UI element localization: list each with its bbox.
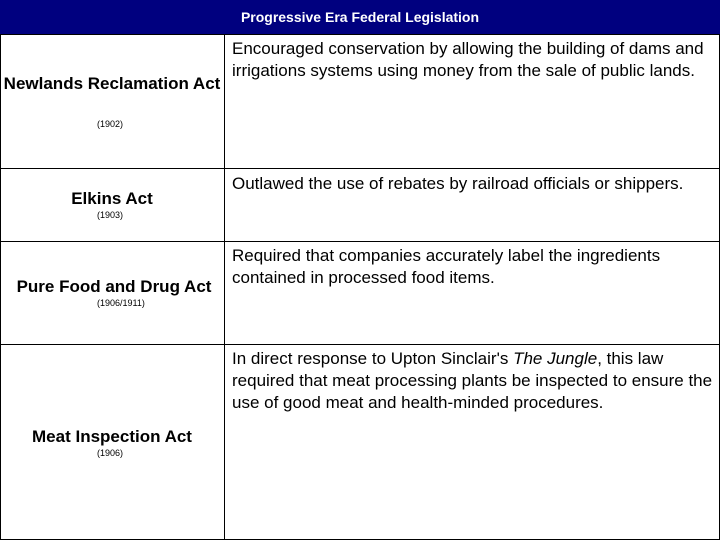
act-description bbox=[232, 348, 714, 414]
row-divider bbox=[0, 344, 720, 345]
description-text: In direct response to Upton Sinclair's bbox=[232, 349, 514, 368]
act-name: Pure Food and Drug Act bbox=[16, 277, 212, 296]
act-name: Elkins Act bbox=[71, 189, 153, 208]
row-divider bbox=[0, 241, 720, 242]
act-name: Meat Inspection Act bbox=[32, 427, 192, 446]
description-text: , this law required that meat processing plants be inspected to ensure the use of good meat and health-minded procedures. bbox=[232, 349, 713, 412]
table-title: Progressive Era Federal Legislation bbox=[240, 9, 480, 25]
act-description: Encouraged conservation by allowing the building of dams and irrigations systems using money from the sale of public lands. bbox=[232, 39, 704, 80]
act-description: Required that companies accurately label the ingredients contained in processed food items. bbox=[232, 246, 661, 287]
act-year: (1902) bbox=[97, 119, 124, 129]
act-year: (1903) bbox=[97, 210, 124, 220]
row-divider bbox=[0, 168, 720, 169]
act-description: Outlawed the use of rebates by railroad officials or shippers. bbox=[232, 174, 684, 193]
act-name: Newlands Reclamation Act bbox=[3, 74, 221, 93]
act-year: (1906/1911) bbox=[97, 298, 145, 308]
table-header bbox=[0, 0, 720, 35]
act-year: (1906) bbox=[97, 448, 124, 458]
book-title: The Jungle bbox=[513, 349, 598, 368]
